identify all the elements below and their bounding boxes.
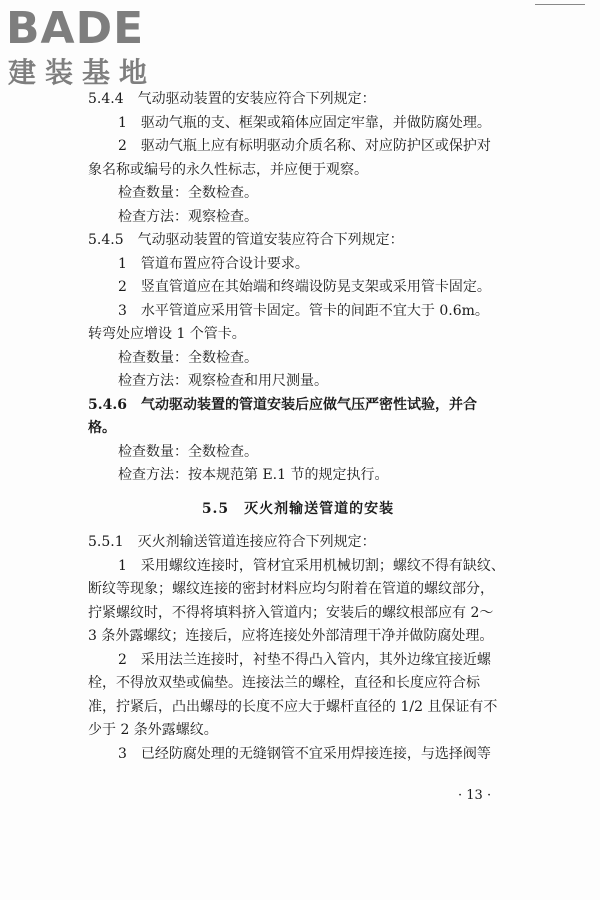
text-line: 拧紧螺纹时，不得将填料挤入管道内；安装后的螺纹根部应有 2～	[88, 604, 494, 621]
text-line: 5.4.4 气动驱动装置的安装应符合下列规定：	[88, 91, 376, 107]
text-line: 检查数量：全数检查。	[118, 185, 258, 201]
text-line: 少于 2 条外露螺纹。	[88, 722, 218, 738]
text-line: 检查方法：观察检查。	[118, 208, 258, 225]
text-line: 准，拧紧后，凸出螺母的长度不应大于螺杆直径的 1/2 且保证有不	[88, 698, 498, 715]
text-line: 断纹等现象；螺纹连接的密封材料应均匀附着在管道的螺纹部分，	[88, 581, 494, 597]
text-line: 2 驱动气瓶上应有标明驱动介质名称、对应防护区或保护对	[118, 138, 491, 154]
text-line: 2 竖直管道应在其始端和终端设防晃支架或采用管卡固定。	[118, 279, 491, 295]
text-line: 检查方法：观察检查和用尺测量。	[118, 373, 328, 389]
text-line: 2 采用法兰连接时，衬垫不得凸入管内，其外边缘宜接近螺	[118, 651, 491, 668]
text-line: 5.4.5 气动驱动装置的管道安装应符合下列规定：	[88, 232, 404, 248]
text-line: 栓，不得放双垫或偏垫。连接法兰的螺栓，直径和长度应符合标	[88, 675, 480, 691]
text-line: 检查数量：全数检查。	[118, 443, 258, 460]
text-line: 3 已经防腐处理的无缝钢管不宜采用焊接连接，与选择阀等	[118, 745, 491, 762]
section-heading: 5.5 灭火剂输送管道的安装	[201, 500, 395, 517]
document-body	[88, 88, 508, 766]
text-line: 5.5.1 灭火剂输送管道连接应符合下列规定：	[88, 534, 376, 550]
text-line: 格。	[88, 420, 116, 436]
logo-subtitle: 建装基地	[8, 56, 157, 89]
logo-word: BADE	[6, 3, 145, 54]
top-rule	[535, 4, 585, 5]
text-line: 3 水平管道应采用管卡固定。管卡的间距不宜大于 0.6m。	[118, 302, 489, 319]
text-line: 象名称或编号的永久性标志，并应便于观察。	[88, 161, 368, 178]
text-line: 1 管道布置应符合设计要求。	[118, 255, 309, 272]
text-line: 3 条外露螺纹；连接后，应将连接处外部清理干净并做防腐处理。	[88, 628, 494, 644]
watermark-logo	[6, 4, 176, 90]
text-line: 检查方法：按本规范第 E.1 节的规定执行。	[118, 467, 389, 483]
page-number: · 13 ·	[458, 788, 492, 803]
text-line: 1 采用螺纹连接时，管材宜采用机械切割；螺纹不得有缺纹、	[118, 557, 505, 574]
text-line: 转弯处应增设 1 个管卡。	[88, 326, 246, 342]
text-line: 1 驱动气瓶的支、框架或箱体应固定牢靠，并做防腐处理。	[118, 114, 491, 131]
text-line: 检查数量：全数检查。	[118, 349, 258, 366]
text-line: 5.4.6 气动驱动装置的管道安装后应做气压严密性试验，并合	[88, 396, 477, 413]
